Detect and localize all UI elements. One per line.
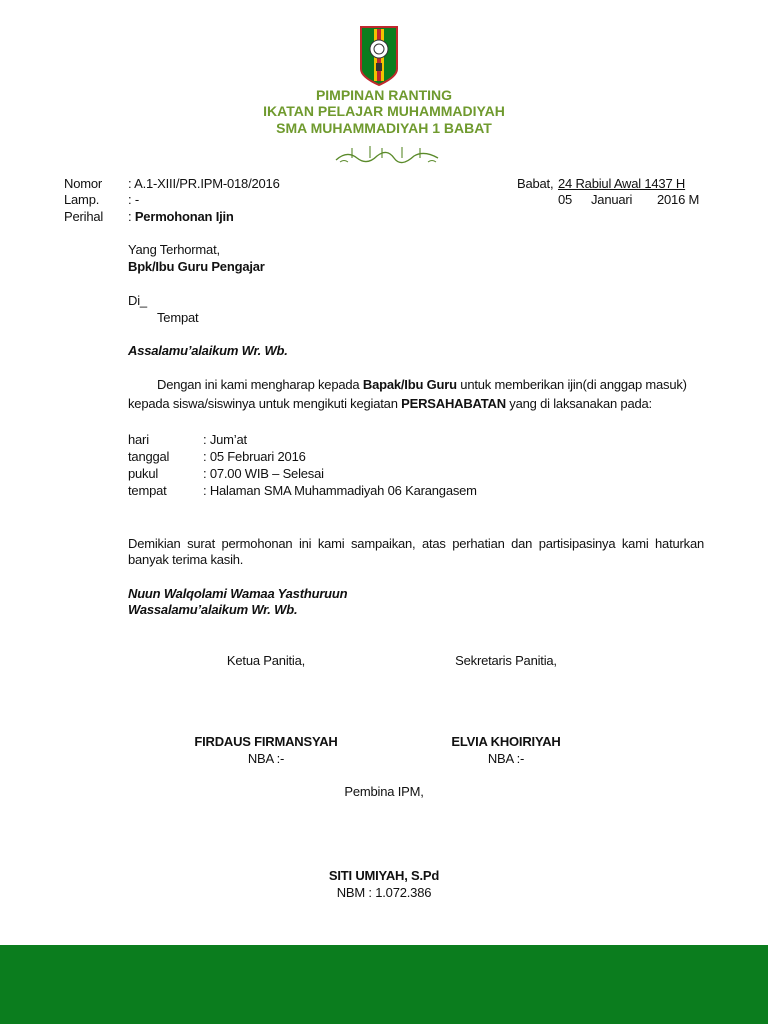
salutation: Yang Terhormat, [128,242,220,257]
closing-paragraph: Demikian surat permohonan ini kami sampaikan, atas perhatian dan partisipasinya kami haturkan banyak terima kasih. [128,536,704,567]
org-line-2: IKATAN PELAJAR MUHAMMADIYAH [263,103,505,119]
perihal-label: Perihal [64,209,104,224]
ketua-name: FIRDAUS FIRMANSYAH [194,734,338,749]
detail-value-hari: : Jum’at [203,432,247,447]
closing-line-1: Nuun Walqolami Wamaa Yasthuruun [128,586,348,601]
detail-label-pukul: pukul [128,466,159,481]
p1-text-b: untuk memberikan ijin(di anggap masuk) [456,377,687,392]
p1-bold-a: Bapak/Ibu Guru [362,377,457,392]
p1-bold-b: PERSAHABATAN [401,396,506,411]
greg-day: 05 [558,192,573,207]
opening-greeting: Assalamu’alaikum Wr. Wb. [128,343,288,358]
p1-text-d: yang di laksanakan pada: [505,396,652,411]
pembina-name: SITI UMIYAH, S.Pd [328,868,440,883]
detail-label-tanggal: tanggal [128,449,170,464]
hijri-date: 24 Rabiul Awal 1437 H [558,176,686,191]
nomor-value: : A.1-XIII/PR.IPM-018/2016 [128,176,280,191]
closing-line-2: Wassalamu’alaikum Wr. Wb. [128,602,298,617]
sekretaris-name: ELVIA KHOIRIYAH [451,734,561,749]
lamp-value: : - [128,192,139,207]
detail-value-tempat: : Halaman SMA Muhammadiyah 06 Karangasem [203,483,477,498]
detail-value-pukul: : 07.00 WIB – Selesai [203,466,324,481]
pembina-nbm: NBM : 1.072.386 [336,885,432,900]
perihal-value: Permohonan Ijin [134,209,234,224]
footer-bar [0,945,768,1024]
perihal-row [128,209,234,225]
ipm-logo [359,25,399,87]
perihal-colon: : [128,209,135,224]
greg-month: Januari [591,192,633,207]
pembina-title: Pembina IPM, [344,784,424,799]
recipient-tempat: Tempat [157,310,199,325]
place-label: Babat, [517,176,554,191]
lamp-label: Lamp. [64,192,100,207]
org-line-1: PIMPINAN RANTING [315,87,453,103]
basmalah-calligraphy-icon [332,142,442,166]
recipient-di: Di_ [128,293,147,308]
nomor-label: Nomor [64,176,103,191]
sekretaris-nba: NBA :- [487,751,525,766]
ketua-nba: NBA :- [247,751,285,766]
ipm-shield-icon [359,25,399,87]
recipient-name: Bpk/Ibu Guru Pengajar [128,259,265,274]
detail-label-hari: hari [128,432,149,447]
p1-text-c: kepada siswa/siswinya untuk mengikuti kegiatan [128,396,402,411]
ketua-title: Ketua Panitia, [226,653,306,668]
paragraph-1-line-1 [157,377,687,393]
detail-value-tanggal: : 05 Februari 2016 [203,449,306,464]
detail-label-tempat: tempat [128,483,167,498]
sekretaris-title: Sekretaris Panitia, [455,653,557,668]
paragraph-1-line-2 [128,396,652,412]
org-line-3: SMA MUHAMMADIYAH 1 BABAT [276,120,492,136]
greg-year: 2016 M [657,192,700,207]
p1-text-a: Dengan ini kami mengharap kepada [157,377,363,392]
